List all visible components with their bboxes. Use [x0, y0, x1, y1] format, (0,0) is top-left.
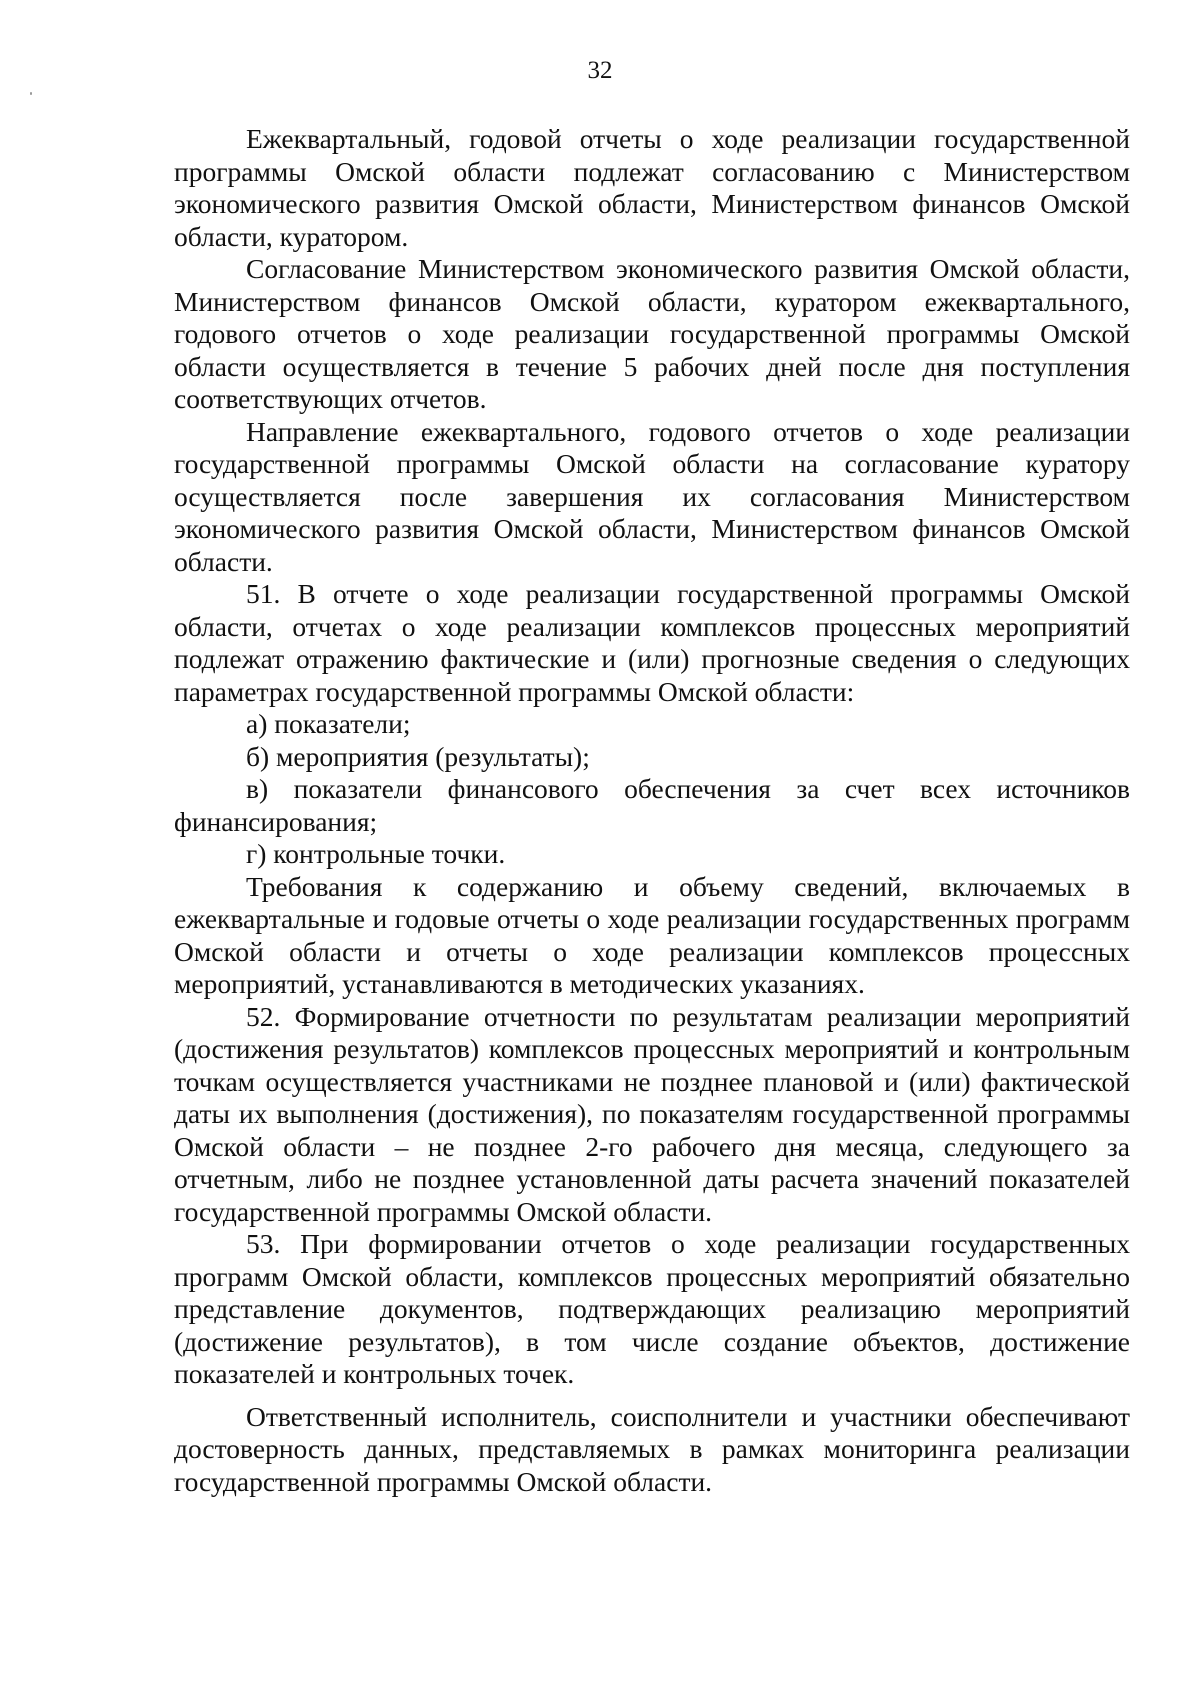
list-item-d: г) контрольные точки. — [246, 838, 506, 869]
body-text — [174, 123, 1130, 1498]
paragraph-requirements: Требования к содержанию и объему сведений, включаемых в ежеквартальные и годовые отчеты о ходе реализации государственных программ Омской области и отчеты о ходе реализации комплексов процессных мероприятий, устанавливаются в методических указаниях. — [174, 870, 1130, 999]
list-item-a: а) показатели; — [246, 708, 411, 739]
paragraph-approval: Ежеквартальный, годовой отчеты о ходе реализации государственной программы Омской области подлежат согласованию с Министерством экономического развития Омской области, Министерством финансов Омской области, куратором. — [174, 123, 1130, 252]
paragraph-responsibility: Ответственный исполнитель, соисполнители и участники обеспечивают достоверность данных, представляемых в рамках мониторинга реализации государственной программы Омской области. — [174, 1400, 1130, 1497]
paragraph-53: 53. При формировании отчетов о ходе реализации государственных программ Омской области, комплексов процессных мероприятий обязательно представление документов, подтверждающих реализацию мероприятий (достижение результатов), в том числе создание объектов, достижение показателей и контрольных точек. — [174, 1228, 1130, 1389]
list-item-b: б) мероприятия (результаты); — [246, 740, 590, 772]
list-item-c: в) показатели финансового обеспечения за счет всех источников финансирования; — [174, 773, 1130, 837]
scan-speck — [30, 92, 32, 95]
paragraph-51: 51. В отчете о ходе реализации государственной программы Омской области, отчетах о ходе реализации комплексов процессных мероприятий подлежат отражению фактические и (или) прогнозные сведения о следующих параметрах государственной программы Омской области: — [174, 578, 1130, 707]
paragraph-curator-submission: Направление ежеквартального, годового отчетов о ходе реализации государственной программы Омской области на согласование куратору осуществляется после завершения их согласования Министерством экономического развития Омской области, Министерством финансов Омской области. — [174, 415, 1130, 577]
paragraph-52: 52. Формирование отчетности по результатам реализации мероприятий (достижения результатов) комплексов процессных мероприятий и контрольным точкам осуществляется участниками не позднее плановой и (или) фактической даты их выполнения (достижения), по показателям государственной программы Омской области – не позднее 2-го рабочего дня месяца, следующего за отчетным, либо не позднее установленной даты расчета значений показателей государственной программы Омской области. — [174, 1000, 1130, 1227]
paragraph-approval-term: Согласование Министерством экономического развития Омской области, Министерством финансов Омской области, куратором ежеквартального, годового отчетов о ходе реализации государственной программы Омской области осуществляется в течение 5 рабочих дней после дня поступления соответствующих отчетов. — [174, 253, 1130, 414]
page-number: 32 — [587, 57, 613, 84]
